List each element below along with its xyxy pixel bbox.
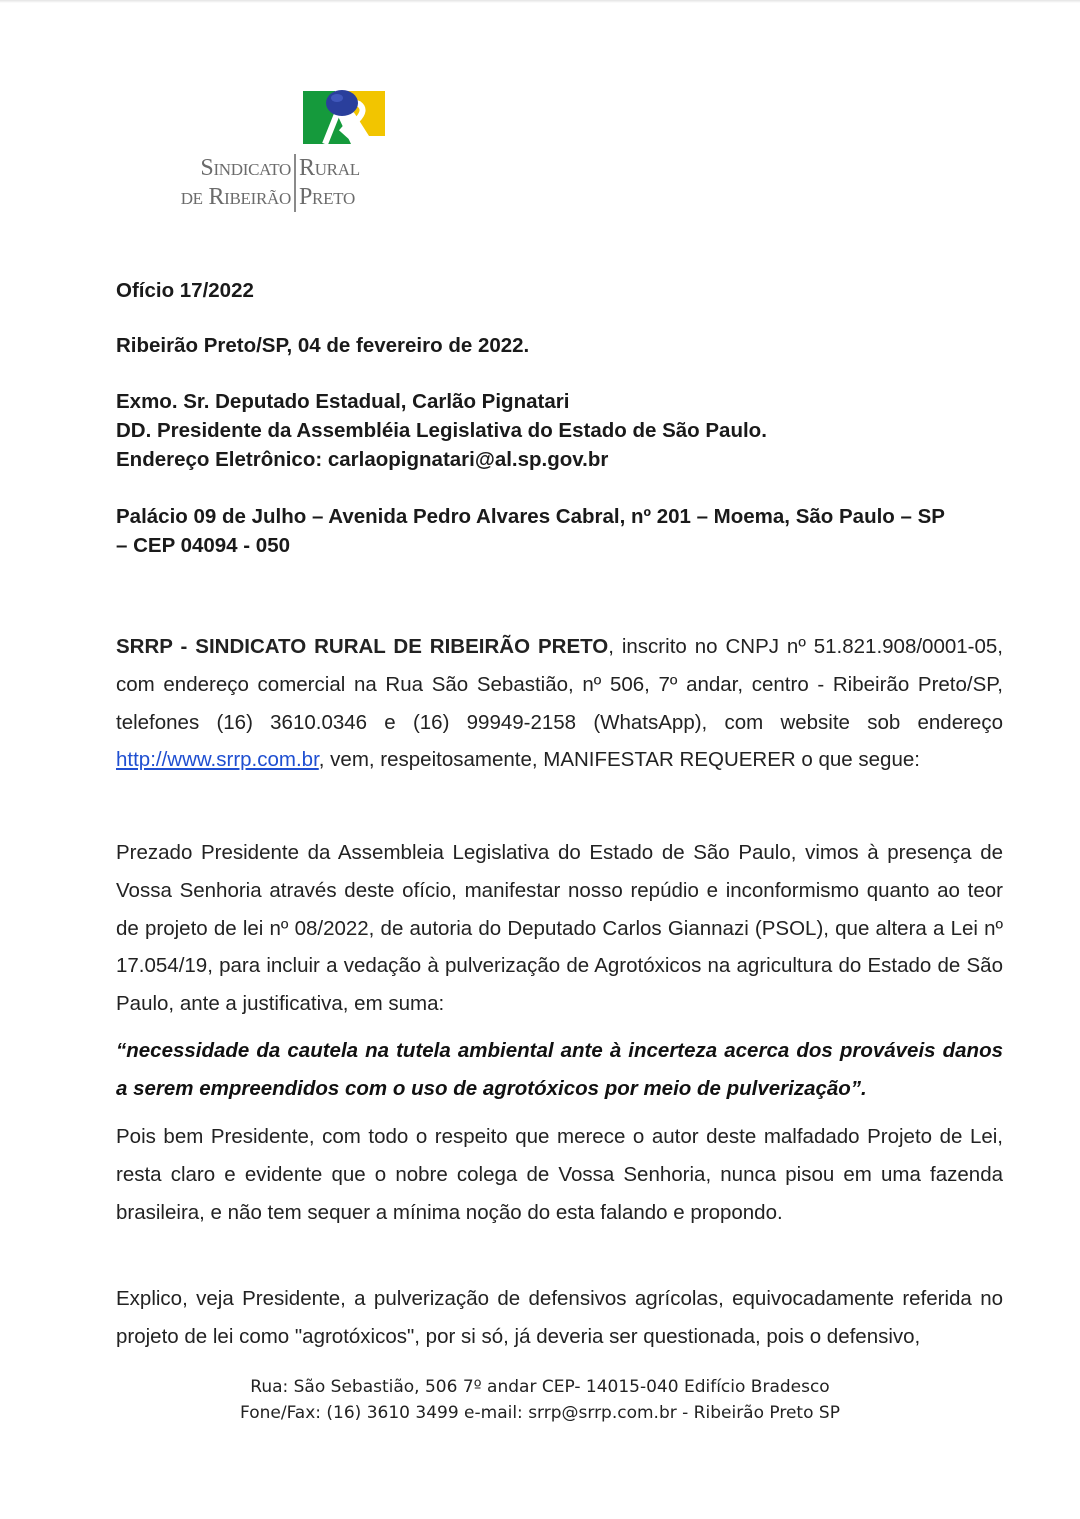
srrp-emblem-icon: [297, 84, 389, 150]
footer: [0, 1374, 1080, 1426]
recipient-email: Endereço Eletrônico: carlaopignatari@al.sp.gov.br: [116, 448, 609, 471]
quoted-justification: “necessidade da cautela na tutela ambiental ante à incerteza acerca dos prováveis danos a serem empreendidos com o uso de agrotóxicos por meio de pulverização”.: [116, 1039, 1003, 1100]
logo-word-rural: Rural: [299, 155, 360, 181]
recipient-address-line2: – CEP 04094 - 050: [116, 534, 290, 557]
paragraph-introduction: [116, 628, 1003, 779]
recipient-name: Exmo. Sr. Deputado Estadual, Carlão Pignatari: [116, 390, 570, 413]
paragraph-explanation: Explico, veja Presidente, a pulverização de defensivos agrícolas, equivocadamente referida no projeto de lei como "agrotóxicos", por si só, já deveria ser questionada, pois o defensivo,: [116, 1287, 1003, 1348]
intro-text-b: , vem, respeitosamente, MANIFESTAR REQUERER o que segue:: [318, 748, 920, 772]
recipient-title: DD. Presidente da Assembléia Legislativa do Estado de São Paulo.: [116, 419, 767, 442]
letter-date: Ribeirão Preto/SP, 04 de fevereiro de 2022.: [116, 334, 530, 357]
recipient-address-line1: Palácio 09 de Julho – Avenida Pedro Alvares Cabral, nº 201 – Moema, São Paulo – SP: [116, 505, 945, 528]
footer-address: Rua: São Sebastião, 506 7º andar CEP- 14015-040 Edifício Bradesco: [250, 1377, 830, 1397]
sender-name: SRRP - SINDICATO RURAL DE RIBEIRÃO PRETO: [116, 635, 609, 658]
paragraph-response: Pois bem Presidente, com todo o respeito que merece o autor deste malfadado Projeto de Lei, resta claro e evidente que o nobre colega de Vossa Senhoria, nunca pisou em uma fazenda brasileira, e não tem sequer a mínima noção do esta falando e propondo.: [116, 1125, 1003, 1224]
intro-text-a: , inscrito no CNPJ nº 51.821.908/0001-05, com endereço comercial na Rua São Sebastião, nº 506, 7º andar, centro - Ribeirão Preto/SP, telefones (16) 3610.0346 e (16) 99949-2158 (WhatsApp), com website sob endereço: [116, 635, 1003, 734]
logo-wordmark: [150, 154, 395, 212]
logo-word-preto: Preto: [299, 184, 355, 210]
logo-word-ribeirao: de Ribeirão: [150, 183, 296, 212]
footer-contact: Fone/Fax: (16) 3610 3499 e-mail: srrp@srrp.com.br - Ribeirão Preto SP: [240, 1403, 840, 1423]
paragraph-manifest: Prezado Presidente da Assembleia Legislativa do Estado de São Paulo, vimos à presença de Vossa Senhoria através deste ofício, manifestar nosso repúdio e inconformismo quanto ao teor de projeto de lei nº 08/2022, de autoria do Deputado Carlos Giannazi (PSOL), que altera a Lei nº 17.054/19, para incluir a vedação à pulverização de Agrotóxicos na agricultura do Estado de São Paulo, ante a justificativa, em suma:: [116, 841, 1003, 1016]
website-link[interactable]: http://www.srrp.com.br: [116, 748, 319, 772]
oficio-number: Ofício 17/2022: [116, 279, 254, 302]
srrp-logo: [150, 84, 395, 214]
page-top-edge: [0, 0, 1080, 3]
logo-word-sindicato: Sindicato: [150, 154, 296, 183]
